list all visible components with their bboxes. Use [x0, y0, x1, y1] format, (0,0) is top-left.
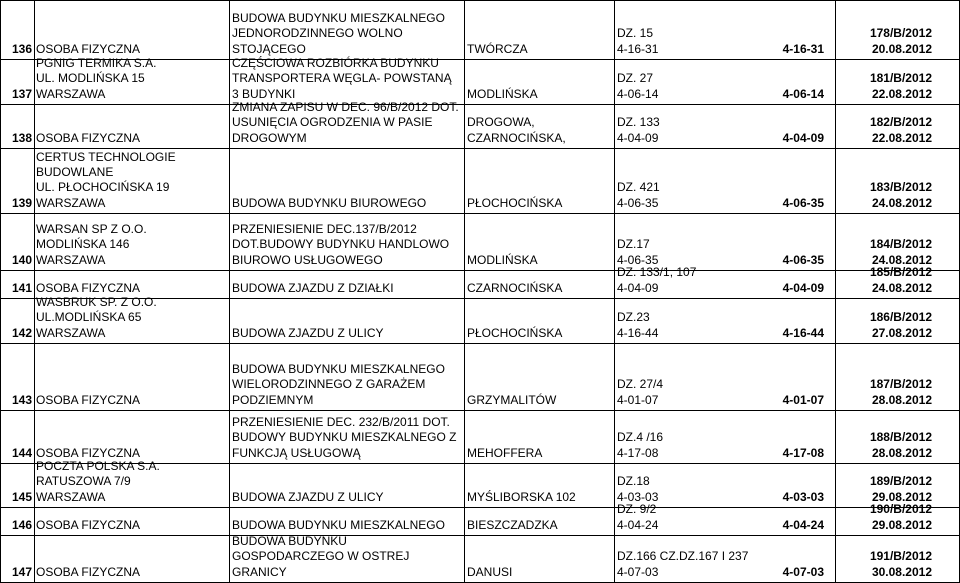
plot-cell: DZ. 27/4 4-01-07: [617, 377, 664, 407]
plot-cell: DZ.4 /16 4-17-08: [617, 430, 664, 460]
investor-cell: OSOBA FIZYCZNA: [36, 517, 141, 532]
investor-cell: CERTUS TECHNOLOGIE BUDOWLANE UL. PŁOCHOCIŃSKA 19 WARSZAWA: [36, 149, 176, 210]
location-cell: DROGOWA, CZARNOCIŃSKA,: [467, 115, 566, 145]
obreb-cell: 4-06-14: [782, 86, 824, 101]
description-cell: ZMIANA ZAPISU W DEC. 96/B/2012 DOT. USUNIĘCIA OGRODZENIA W PASIE DROGOWYM: [232, 100, 459, 145]
row-number: 146: [11, 517, 32, 532]
location-cell: MEHOFFERA: [467, 445, 543, 460]
location-cell: PŁOCHOCIŃSKA: [467, 325, 563, 340]
location-cell: GRZYMALITÓW: [467, 392, 557, 407]
table-row: [0, 459, 960, 507]
plot-cell: DZ.166 CZ.DZ.167 I 237 4-07-03: [617, 549, 749, 579]
location-cell: MYŚLIBORSKA 102: [467, 489, 576, 504]
location-cell: MODLIŃSKA: [467, 252, 538, 267]
obreb-cell: 4-16-44: [782, 325, 824, 340]
plot-cell: DZ. 133/1, 107 4-04-09: [617, 265, 697, 295]
table-row: [0, 213, 960, 270]
row-number: 137: [11, 86, 32, 101]
decision-cell: 188/B/2012 28.08.2012: [869, 430, 932, 460]
description-cell: BUDOWA ZJAZDU Z ULICY: [232, 489, 384, 504]
decision-cell: 190/B/2012 29.08.2012: [869, 502, 932, 532]
plot-cell: DZ.18 4-03-03: [617, 474, 659, 504]
obreb-cell: 4-03-03: [782, 489, 824, 504]
table-row: [0, 100, 960, 148]
description-cell: BUDOWA BUDYNKU MIESZKALNEGO: [232, 517, 445, 532]
location-cell: MODLIŃSKA: [467, 86, 538, 101]
description-cell: BUDOWA BUDYNKU BIUROWEGO: [232, 195, 427, 210]
obreb-cell: 4-01-07: [782, 392, 824, 407]
obreb-cell: 4-04-24: [782, 517, 824, 532]
decision-cell: 181/B/2012 22.08.2012: [869, 71, 932, 101]
table-row: [0, 410, 960, 463]
obreb-cell: 4-06-35: [782, 252, 824, 267]
obreb-cell: 4-16-31: [782, 41, 824, 56]
row-number: 143: [11, 392, 32, 407]
investor-cell: POCZTA POLSKA S.A. RATUSZOWA 7/9 WARSZAWA: [36, 459, 160, 504]
investor-cell: OSOBA FIZYCZNA: [36, 130, 141, 145]
table-row: [0, 535, 960, 582]
row-number: 140: [11, 252, 32, 267]
table-row: [0, 265, 960, 298]
description-cell: CZĘŚCIOWA ROZBIÓRKA BUDYNKU TRANSPORTERA WĘGLA- POWSTANĄ 3 BUDYNKI: [232, 56, 452, 101]
plot-cell: DZ. 133 4-04-09: [617, 115, 660, 145]
table-row: [0, 502, 960, 535]
table-row: [0, 0, 960, 59]
investor-cell: WASBRUK SP. Z O.O. UL.MODLIŃSKA 65 WARSZAWA: [36, 295, 157, 340]
description-cell: PRZENIESIENIE DEC.137/B/2012 DOT.BUDOWY BUDYNKU HANDLOWO BIUROWO USŁUGOWEGO: [232, 222, 450, 267]
location-cell: PŁOCHOCIŃSKA: [467, 195, 563, 210]
row-number: 147: [11, 564, 32, 579]
investor-cell: OSOBA FIZYCZNA: [36, 445, 141, 460]
description-cell: BUDOWA ZJAZDU Z ULICY: [232, 325, 384, 340]
investor-cell: OSOBA FIZYCZNA: [36, 280, 141, 295]
decision-cell: 187/B/2012 28.08.2012: [869, 377, 932, 407]
row-number: 139: [11, 195, 32, 210]
obreb-cell: 4-17-08: [782, 445, 824, 460]
investor-cell: OSOBA FIZYCZNA: [36, 41, 141, 56]
obreb-cell: 4-06-35: [782, 195, 824, 210]
description-cell: PRZENIESIENIE DEC. 232/B/2011 DOT. BUDOWY BUDYNKU MIESZKALNEGO Z FUNKCJĄ USŁUGOWĄ: [232, 415, 457, 460]
description-cell: BUDOWA BUDYNKU GOSPODARCZEGO W OSTREJ GRANICY: [232, 534, 410, 579]
row-number: 138: [11, 130, 32, 145]
table-row: [0, 343, 960, 410]
investor-cell: PGNIG TERMIKA S.A. UL. MODLIŃSKA 15 WARSZAWA: [36, 56, 157, 101]
plot-cell: DZ.23 4-16-44: [617, 310, 659, 340]
row-number: 136: [11, 41, 32, 56]
decision-cell: 184/B/2012 24.08.2012: [869, 237, 932, 267]
plot-cell: DZ. 421 4-06-35: [617, 180, 660, 210]
obreb-cell: 4-04-09: [782, 130, 824, 145]
obreb-cell: 4-07-03: [782, 564, 824, 579]
table-row: [0, 56, 960, 104]
location-cell: BIESZCZADZKA: [467, 517, 558, 532]
investor-cell: OSOBA FIZYCZNA: [36, 564, 141, 579]
plot-cell: DZ.17 4-06-35: [617, 237, 659, 267]
location-cell: TWÓRCZA: [467, 41, 528, 56]
decision-cell: 186/B/2012 27.08.2012: [869, 310, 932, 340]
investor-cell: OSOBA FIZYCZNA: [36, 392, 141, 407]
table-row: [0, 148, 960, 213]
investor-cell: WARSAN SP Z O.O. MODLIŃSKA 146 WARSZAWA: [36, 222, 147, 267]
decision-cell: 178/B/2012 20.08.2012: [869, 26, 932, 56]
row-number: 142: [11, 325, 32, 340]
description-cell: BUDOWA BUDYNKU MIESZKALNEGO WIELORODZINNEGO Z GARAŻEM PODZIEMNYM: [232, 362, 445, 407]
description-cell: BUDOWA BUDYNKU MIESZKALNEGO JEDNORODZINNEGO WOLNO STOJĄCEGO: [232, 11, 445, 56]
row-number: 141: [11, 280, 32, 295]
decision-cell: 185/B/2012 24.08.2012: [869, 265, 932, 295]
decision-cell: 189/B/2012 29.08.2012: [869, 474, 932, 504]
table-row: [0, 295, 960, 343]
row-number: 144: [11, 445, 32, 460]
row-number: 145: [11, 489, 32, 504]
decision-cell: 191/B/2012 30.08.2012: [869, 549, 932, 579]
obreb-cell: 4-04-09: [782, 280, 824, 295]
location-cell: CZARNOCIŃSKA: [467, 280, 563, 295]
plot-cell: DZ. 27 4-06-14: [617, 71, 659, 101]
plot-cell: DZ. 15 4-16-31: [617, 26, 659, 56]
description-cell: BUDOWA ZJAZDU Z DZIAŁKI: [232, 280, 394, 295]
decision-cell: 183/B/2012 24.08.2012: [869, 180, 932, 210]
decision-cell: 182/B/2012 22.08.2012: [869, 115, 932, 145]
location-cell: DANUSI: [467, 564, 513, 579]
plot-cell: DZ. 9/2 4-04-24: [617, 502, 659, 532]
